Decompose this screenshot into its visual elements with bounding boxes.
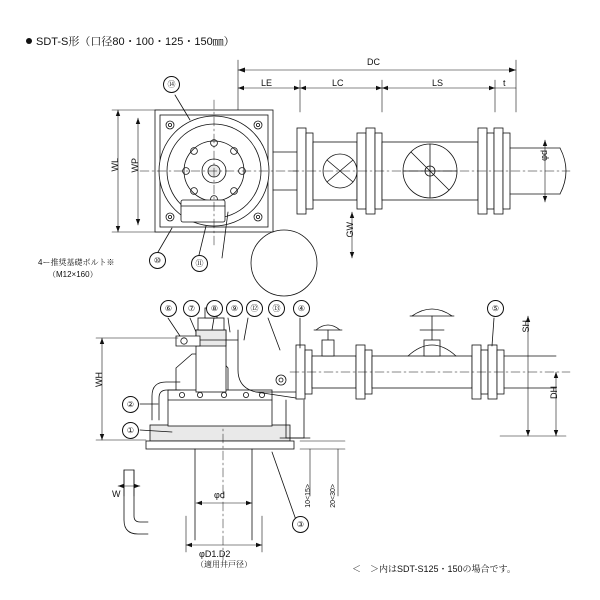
dim-wp: WP [130, 158, 140, 173]
callout-12[interactable]: ⑫ [246, 300, 263, 317]
bolt-note-line2: （M12×160） [48, 270, 98, 279]
dim-gw: GW [345, 222, 355, 238]
dim-dc: DC [367, 57, 380, 67]
callout-5[interactable]: ⑤ [487, 300, 504, 317]
callout-3[interactable]: ③ [292, 516, 309, 533]
callout-13[interactable]: ⑬ [268, 300, 285, 317]
callout-2[interactable]: ② [122, 396, 139, 413]
dim-w: W [112, 489, 121, 499]
callout-8[interactable]: ⑧ [206, 300, 223, 317]
dim-phi-d: φd [214, 490, 225, 500]
gap-small-note: 10<15> [305, 484, 312, 508]
footnote: ＜ ＞内はSDT-S125・150の場合です。 [352, 564, 516, 574]
callout-4[interactable]: ④ [293, 300, 310, 317]
callout-9[interactable]: ⑨ [226, 300, 243, 317]
callout-7[interactable]: ⑦ [183, 300, 200, 317]
bolt-note-line1: 4ー推奨基礎ボルト※ [38, 258, 115, 267]
callout-11[interactable]: ⑪ [191, 255, 208, 272]
dim-phi-d1-d2: φD1.D2 [199, 549, 231, 559]
dim-t: t [503, 78, 506, 88]
dim-phi-d-right: φd [539, 150, 549, 161]
dim-dh: DH [549, 386, 559, 399]
dim-ls: LS [432, 78, 444, 88]
well-note: （適用井戸径） [196, 560, 252, 569]
dim-le: LE [261, 78, 273, 88]
callout-1[interactable]: ① [122, 422, 139, 439]
callout-10[interactable]: ⑩ [149, 252, 166, 269]
gap-large-note: 20<30> [330, 484, 337, 508]
dim-wh: WH [94, 372, 104, 387]
dim-sh: SH [521, 320, 531, 333]
callout-14[interactable]: ⑭ [163, 76, 180, 93]
drawing-title-text: SDT-S形（口径80・100・125・150㎜） [36, 36, 235, 48]
callout-6[interactable]: ⑥ [160, 300, 177, 317]
dim-lc: LC [332, 78, 344, 88]
dim-wl: WL [110, 158, 120, 172]
